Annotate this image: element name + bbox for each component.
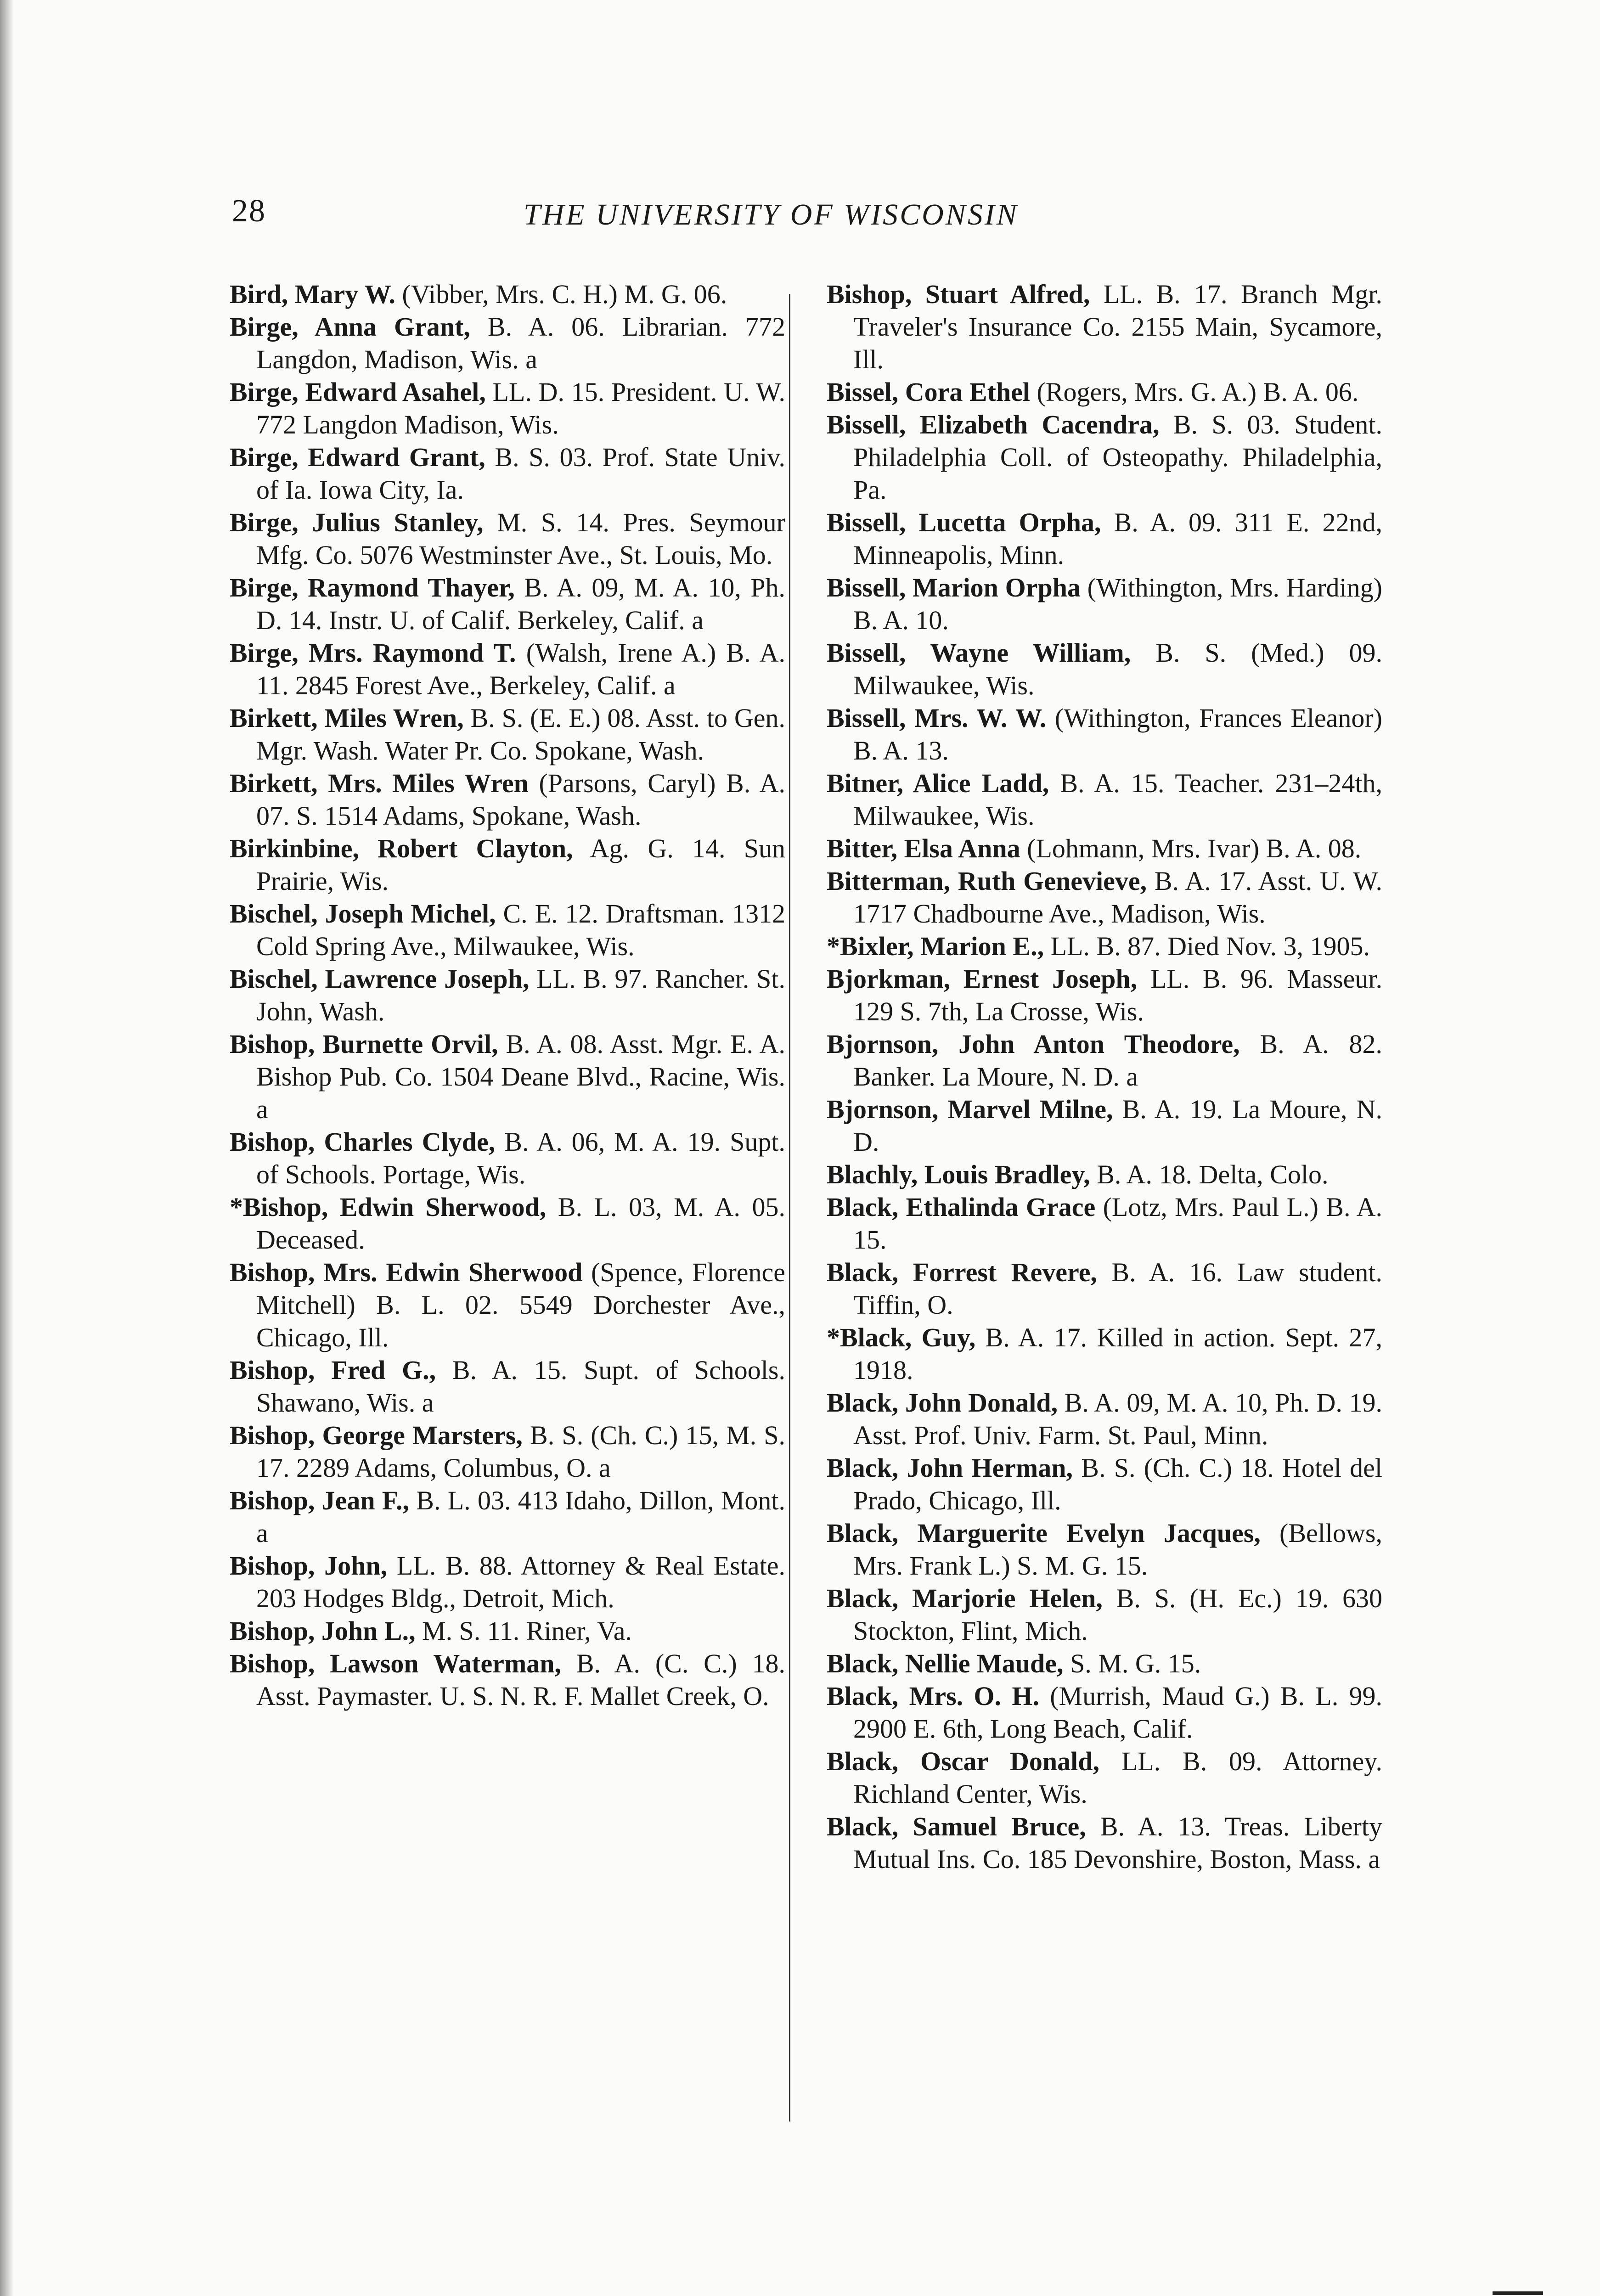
directory-entry (230, 1647, 785, 1712)
entry-details: B. A. 08. Asst. Mgr. E. A. Bishop Pub. Co. 1504 Deane Blvd., Racine, Wis. a (256, 1029, 785, 1124)
directory-entry (230, 1256, 785, 1354)
entry-details: B. A. 19. La Moure, N. D. (853, 1094, 1382, 1157)
entry-name: Birkett, Miles Wren, (230, 703, 464, 733)
entry-name: Black, John Herman, (827, 1453, 1073, 1483)
column-divider (789, 294, 790, 2122)
directory-entry (827, 1028, 1382, 1093)
directory-entry (827, 930, 1382, 962)
entry-name: Bishop, Charles Clyde, (230, 1127, 496, 1157)
directory-entry (827, 1517, 1382, 1582)
entry-name: Bjornson, John Anton Theodore, (827, 1029, 1240, 1059)
directory-entry (230, 962, 785, 1028)
entry-name: Birge, Julius Stanley, (230, 507, 484, 537)
directory-entry (827, 278, 1382, 376)
entry-details: LL. B. 87. Died Nov. 3, 1905. (1044, 931, 1370, 961)
directory-entry (230, 702, 785, 767)
entry-name: Birge, Mrs. Raymond T. (230, 638, 516, 668)
entry-name: Black, Samuel Bruce, (827, 1812, 1086, 1841)
entry-name: Bishop, George Marsters, (230, 1420, 523, 1450)
directory-entry (230, 832, 785, 897)
directory-entry (230, 278, 785, 310)
entry-details: B. L. 03, M. A. 05. Deceased. (256, 1192, 785, 1255)
entry-name: Birge, Raymond Thayer, (230, 573, 515, 602)
entry-details: B. S. (E. E.) 08. Asst. to Gen. Mgr. Wash. Water Pr. Co. Spokane, Wash. (256, 703, 785, 765)
entry-details: LL. D. 15. President. U. W. 772 Langdon Madison, Wis. (256, 377, 785, 439)
entry-details: B. A. 15. Teacher. 231–24th, Milwaukee, Wis. (853, 768, 1382, 831)
directory-entry (230, 1125, 785, 1191)
entry-name: Black, Ethalinda Grace (827, 1192, 1096, 1222)
entry-name: Bitter, Elsa Anna (827, 833, 1020, 863)
entry-name: Black, Marguerite Evelyn Jacques, (827, 1518, 1261, 1548)
entry-details: Ag. G. 14. Sun Prairie, Wis. (256, 833, 785, 896)
page-number: 28 (232, 193, 266, 229)
entry-details: M. S. 14. Pres. Seymour Mfg. Co. 5076 Westminster Ave., St. Louis, Mo. (256, 507, 785, 570)
entry-details: (Lohmann, Mrs. Ivar) B. A. 08. (1020, 833, 1362, 863)
entry-name: Bishop, John, (230, 1551, 388, 1581)
directory-entry (827, 1452, 1382, 1517)
entry-name: Bird, Mary W. (230, 279, 395, 309)
directory-entry (827, 1191, 1382, 1256)
entry-name: Birkett, Mrs. Miles Wren (230, 768, 529, 798)
directory-entry (230, 767, 785, 832)
directory-entry (230, 1354, 785, 1419)
entry-name: *Black, Guy, (827, 1322, 976, 1352)
entry-name: Birge, Edward Grant, (230, 442, 485, 472)
entry-name: Black, Nellie Maude, (827, 1649, 1064, 1678)
entry-name: Birge, Edward Asahel, (230, 377, 486, 407)
entry-name: Bissell, Wayne William, (827, 638, 1131, 668)
entry-name: Bissell, Lucetta Orpha, (827, 507, 1101, 537)
entry-details: S. M. G. 15. (1063, 1649, 1201, 1678)
directory-entry (230, 571, 785, 636)
entry-name: Bjornson, Marvel Milne, (827, 1094, 1113, 1124)
directory-entry (230, 1191, 785, 1256)
directory-entry (230, 376, 785, 441)
running-head: THE UNIVERSITY OF WISCONSIN (524, 198, 1019, 231)
entry-details: B. A. 15. Supt. of Schools. Shawano, Wis. a (256, 1355, 785, 1418)
directory-entry (827, 962, 1382, 1028)
entry-details: B. A. 09. 311 E. 22nd, Minneapolis, Minn. (853, 507, 1382, 570)
directory-entry (230, 1484, 785, 1549)
entry-details: (Murrish, Maud G.) B. L. 99. 2900 E. 6th, Long Beach, Calif. (853, 1681, 1382, 1744)
entry-details: LL. B. 96. Masseur. 129 S. 7th, La Crosse, Wis. (853, 964, 1383, 1026)
entry-name: Black, Forrest Revere, (827, 1257, 1097, 1287)
entry-details: B. A. 18. Delta, Colo. (1090, 1159, 1329, 1189)
entry-name: Bishop, Fred G., (230, 1355, 436, 1385)
entry-details: B. A. 16. Law student. Tiffin, O. (853, 1257, 1382, 1320)
entry-details: B. A. 17. Killed in action. Sept. 27, 1918. (853, 1322, 1382, 1385)
entry-name: Bissell, Marion Orpha (827, 573, 1081, 602)
directory-entry (230, 1615, 785, 1647)
entry-details: B. A. 82. Banker. La Moure, N. D. a (853, 1029, 1382, 1092)
entry-name: Bischel, Joseph Michel, (230, 899, 496, 929)
directory-entry (827, 1093, 1382, 1158)
directory-entry (230, 1549, 785, 1615)
entry-name: Black, John Donald, (827, 1388, 1058, 1418)
entry-name: Bishop, John L., (230, 1616, 416, 1646)
directory-entry (827, 408, 1382, 506)
left-column (230, 278, 785, 1712)
directory-entry (230, 506, 785, 571)
directory-entry (230, 1028, 785, 1125)
right-column (827, 278, 1382, 1875)
directory-entry (827, 506, 1382, 571)
directory-entry (827, 1386, 1382, 1452)
directory-entry (827, 1680, 1382, 1745)
entry-details: (Parsons, Caryl) B. A. 07. S. 1514 Adams, Spokane, Wash. (256, 768, 785, 831)
entry-details: B. S. (H. Ec.) 19. 630 Stockton, Flint, Mich. (853, 1583, 1382, 1646)
entry-name: Bitner, Alice Ladd, (827, 768, 1049, 798)
directory-entry (827, 1158, 1382, 1191)
entry-name: Bjorkman, Ernest Joseph, (827, 964, 1138, 994)
entry-details: (Withington, Frances Eleanor) B. A. 13. (853, 703, 1382, 765)
entry-name: Bissel, Cora Ethel (827, 377, 1031, 407)
entry-name: Bishop, Mrs. Edwin Sherwood (230, 1257, 583, 1287)
entry-name: Bischel, Lawrence Joseph, (230, 964, 530, 994)
entry-details: B. A. 17. Asst. U. W. 1717 Chadbourne Ave., Madison, Wis. (853, 866, 1382, 929)
directory-entry (827, 1256, 1382, 1321)
entry-details: LL. B. 88. Attorney & Real Estate. 203 Hodges Bldg., Detroit, Mich. (256, 1551, 785, 1613)
directory-entry (827, 832, 1382, 865)
entry-name: Bitterman, Ruth Genevieve, (827, 866, 1147, 896)
entry-name: Bishop, Lawson Waterman, (230, 1649, 562, 1678)
entry-name: Black, Marjorie Helen, (827, 1583, 1103, 1613)
entry-details: (Bellows, Mrs. Frank L.) S. M. G. 15. (853, 1518, 1382, 1581)
directory-entry (230, 441, 785, 506)
entry-details: LL. B. 97. Rancher. St. John, Wash. (256, 964, 785, 1026)
entry-details: B. L. 03. 413 Idaho, Dillon, Mont. a (256, 1486, 785, 1548)
entry-details: LL. B. 09. Attorney. Richland Center, Wis. (853, 1746, 1383, 1809)
entry-details: B. A. 09, M. A. 10, Ph. D. 14. Instr. U. of Calif. Berkeley, Calif. a (256, 573, 786, 635)
entry-details: B. A. 13. Treas. Liberty Mutual Ins. Co. 185 Devonshire, Boston, Mass. a (853, 1812, 1382, 1874)
entry-details: B. S. 03. Prof. State Univ. of Ia. Iowa City, Ia. (256, 442, 785, 505)
entry-name: Bissell, Mrs. W. W. (827, 703, 1047, 733)
entry-name: Black, Oscar Donald, (827, 1746, 1100, 1776)
entry-details: (Rogers, Mrs. G. A.) B. A. 06. (1030, 377, 1359, 407)
directory-entry (230, 897, 785, 962)
entry-details: B. S. 03. Student. Philadelphia Coll. of Osteopathy. Philadelphia, Pa. (853, 410, 1383, 505)
directory-entry (827, 1745, 1382, 1810)
directory-entry (230, 310, 785, 376)
entry-details: M. S. 11. Riner, Va. (415, 1616, 632, 1646)
entry-details: (Spence, Florence Mitchell) B. L. 02. 5549 Dorchester Ave., Chicago, Ill. (256, 1257, 785, 1352)
entry-details: (Lotz, Mrs. Paul L.) B. A. 15. (853, 1192, 1382, 1255)
directory-entry (230, 1419, 785, 1484)
entry-name: Blachly, Louis Bradley, (827, 1159, 1090, 1189)
entry-details: (Vibber, Mrs. C. H.) M. G. 06. (395, 279, 727, 309)
entry-name: *Bishop, Edwin Sherwood, (230, 1192, 546, 1222)
entry-details: B. A. (C. C.) 18. Asst. Paymaster. U. S. N. R. F. Mallet Creek, O. (256, 1649, 785, 1711)
entry-details: B. A. 09, M. A. 10, Ph. D. 19. Asst. Prof. Univ. Farm. St. Paul, Minn. (853, 1388, 1383, 1450)
directory-entry (827, 571, 1382, 636)
entry-details: B. S. (Ch. C.) 15, M. S. 17. 2289 Adams, Columbus, O. a (256, 1420, 785, 1483)
entry-details: B. S. (Ch. C.) 18. Hotel del Prado, Chicago, Ill. (853, 1453, 1382, 1515)
entry-details: B. A. 06. Librarian. 772 Langdon, Madison, Wis. a (256, 312, 785, 374)
directory-entry (827, 636, 1382, 702)
directory-entry (827, 865, 1382, 930)
directory-entry (827, 767, 1382, 832)
directory-entry (827, 1321, 1382, 1386)
directory-entry (827, 376, 1382, 408)
entry-details: (Walsh, Irene A.) B. A. 11. 2845 Forest Ave., Berkeley, Calif. a (256, 638, 786, 700)
scan-edge-shadow (0, 0, 14, 2296)
entry-name: *Bixler, Marion E., (827, 931, 1044, 961)
entry-details: LL. B. 17. Branch Mgr. Traveler's Insurance Co. 2155 Main, Sycamore, Ill. (853, 279, 1382, 374)
printer-mark (1493, 2291, 1543, 2296)
entry-details: B. A. 06, M. A. 19. Supt. of Schools. Portage, Wis. (256, 1127, 785, 1189)
entry-name: Black, Mrs. O. H. (827, 1681, 1039, 1711)
entry-name: Bishop, Stuart Alfred, (827, 279, 1090, 309)
entry-name: Bishop, Burnette Orvil, (230, 1029, 498, 1059)
directory-entry (827, 702, 1382, 767)
directory-entry (827, 1810, 1382, 1875)
entry-details: B. S. (Med.) 09. Milwaukee, Wis. (853, 638, 1382, 700)
entry-name: Birge, Anna Grant, (230, 312, 470, 342)
entry-details: C. E. 12. Draftsman. 1312 Cold Spring Ave., Milwaukee, Wis. (256, 899, 785, 961)
directory-entry (827, 1582, 1382, 1647)
entry-name: Bissell, Elizabeth Cacendra, (827, 410, 1160, 439)
entry-name: Birkinbine, Robert Clayton, (230, 833, 573, 863)
directory-entry (230, 636, 785, 702)
entry-name: Bishop, Jean F., (230, 1486, 410, 1515)
directory-entry (827, 1647, 1382, 1680)
entry-details: (Withington, Mrs. Harding) B. A. 10. (853, 573, 1382, 635)
